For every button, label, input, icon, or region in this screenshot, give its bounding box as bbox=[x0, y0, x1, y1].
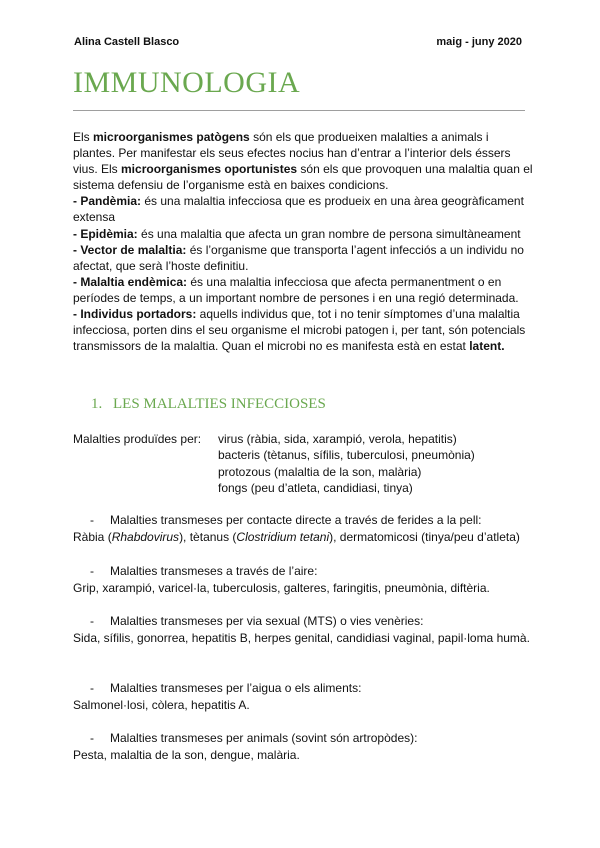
definition-text: aquells individus que, tot i no tenir símptomes d’una malaltia infecciosa, porten dins el seu organisme el microbi patogen i, per tant, són potencials transmissors de la malaltia. Quan el microbi no es manifesta està en estat bbox=[73, 307, 526, 354]
intro-block bbox=[73, 129, 533, 354]
definition-term: - Vector de malaltia: bbox=[73, 242, 187, 257]
bullet-item bbox=[73, 613, 533, 630]
bullet-dash: - bbox=[90, 614, 94, 628]
header-date: maig - juny 2020 bbox=[436, 36, 522, 48]
term-pathogens: microorganismes patògens bbox=[93, 130, 250, 144]
species-name: Clostridium tetani bbox=[236, 530, 330, 544]
transmission-contact bbox=[73, 512, 533, 546]
definition-term: - Pandèmia: bbox=[73, 194, 142, 209]
bullet-dash: - bbox=[90, 681, 94, 695]
bullet-item bbox=[73, 730, 533, 747]
bullet-examples bbox=[73, 529, 533, 546]
bullet-examples: Salmonel·losi, còlera, hepatitis A. bbox=[73, 698, 250, 712]
examples-text: Ràbia ( bbox=[73, 530, 112, 544]
page-title: IMMUNOLOGIA bbox=[73, 66, 301, 99]
section-title: LES MALALTIES INFECCIOSES bbox=[113, 396, 326, 412]
definition-portadors bbox=[73, 306, 533, 354]
definition-endemica bbox=[73, 274, 533, 306]
bullet-heading: Malalties transmeses per animals (sovint són artropòdes): bbox=[110, 731, 418, 745]
cause-item: protozous (malaltia de la son, malària) bbox=[218, 464, 422, 479]
transmission-water bbox=[73, 680, 533, 714]
section-number: 1. bbox=[91, 396, 103, 412]
bullet-dash: - bbox=[90, 564, 94, 578]
definition-term: - Individus portadors: bbox=[73, 307, 197, 322]
examples-text: ), tètanus ( bbox=[179, 530, 237, 544]
title-divider bbox=[73, 110, 525, 111]
intro-text: són els que provoquen una malaltia quan el sistema defensiu de l’organisme està en baixes condicions. bbox=[73, 162, 533, 193]
definition-epidemia bbox=[73, 226, 533, 242]
intro-text: Els bbox=[73, 130, 94, 144]
bullet-examples: Pesta, malaltia de la son, dengue, malària. bbox=[73, 748, 300, 762]
bullet-examples: Sida, sífilis, gonorrea, hepatitis B, herpes genital, candidiasi vaginal, papil·loma humà. bbox=[73, 631, 530, 645]
bullet-dash: - bbox=[90, 731, 94, 745]
definition-text: és una malaltia infecciosa que afecta permanentment o en períodes de temps, a un important nombre de persones i en una regió determinada. bbox=[73, 274, 519, 305]
term-opportunists: microorganismes oportunistes bbox=[121, 162, 298, 177]
examples-text: ), dermatomicosi (tinya/peu d’atleta) bbox=[329, 530, 520, 544]
bullet-heading: Malalties transmeses per contacte directe a través de ferides a la pell: bbox=[110, 513, 482, 527]
definition-text: és una malaltia infecciosa que es produeix en una àrea geogràficament extensa bbox=[73, 194, 524, 225]
bullet-heading: Malalties transmeses per via sexual (MTS) o vies venèries: bbox=[110, 614, 424, 628]
bullet-heading: Malalties transmeses a través de l’aire: bbox=[110, 564, 318, 578]
definition-text: és una malaltia que afecta un gran nombre de persona simultàneament bbox=[137, 226, 521, 241]
transmission-sexual bbox=[73, 613, 533, 647]
bullet-item bbox=[73, 563, 533, 580]
cause-item: virus (ràbia, sida, xarampió, verola, hepatitis) bbox=[218, 432, 457, 446]
term-latent: latent. bbox=[469, 339, 505, 354]
transmission-air bbox=[73, 563, 533, 597]
definition-pandemia bbox=[73, 193, 533, 225]
bullet-item bbox=[73, 680, 533, 697]
cause-item: bacteris (tètanus, sífilis, tuberculosi, pneumònia) bbox=[218, 448, 475, 463]
header-author: Alina Castell Blasco bbox=[74, 36, 180, 48]
species-name: Rhabdovirus bbox=[111, 530, 180, 544]
bullet-item bbox=[73, 512, 533, 529]
definition-term: - Epidèmia: bbox=[73, 226, 138, 241]
transmission-animals bbox=[73, 730, 533, 764]
intro-text: són els que produeixen malalties a animals i plantes. Per manifestar els seus efectes nocius han d’entrar a l’interior dels éssers vius. Els bbox=[73, 130, 511, 177]
bullet-examples: Grip, xarampió, varicel·la, tuberculosis, galteres, faringitis, pneumònia, diftèria. bbox=[73, 581, 490, 595]
causes-label: Malalties produïdes per: bbox=[73, 432, 202, 446]
bullet-heading: Malalties transmeses per l’aigua o els aliments: bbox=[110, 681, 362, 695]
causes-list bbox=[218, 431, 475, 496]
intro-paragraph bbox=[73, 129, 533, 193]
definition-vector bbox=[73, 242, 533, 274]
cause-item: fongs (peu d’atleta, candidiasi, tinya) bbox=[218, 480, 413, 495]
bullet-dash: - bbox=[90, 513, 94, 527]
section-heading bbox=[91, 396, 326, 413]
definition-text: és l’organisme que transporta l’agent infecciós a un individu no afectat, que serà l’hoste definitiu. bbox=[73, 242, 524, 273]
definition-term: - Malaltia endèmica: bbox=[73, 274, 188, 289]
